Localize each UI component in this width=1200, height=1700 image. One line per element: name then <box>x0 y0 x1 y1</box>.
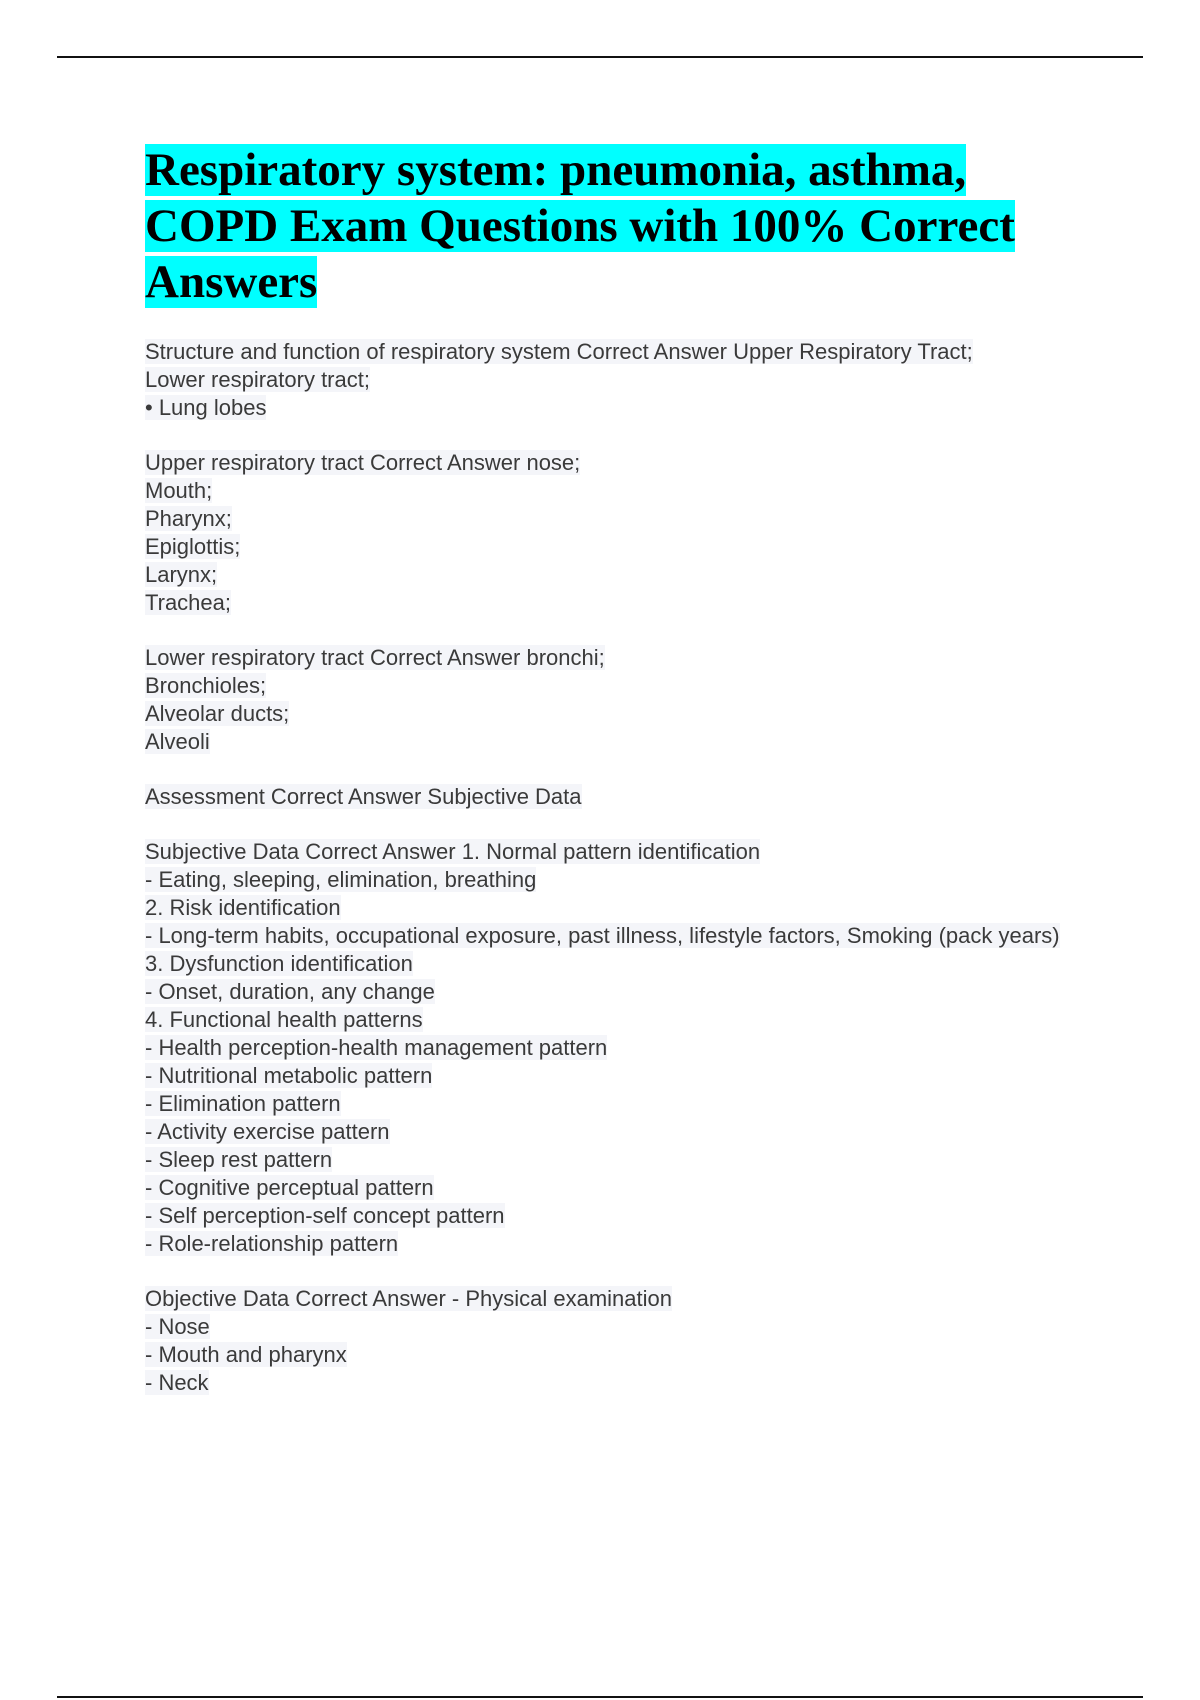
qa-answer-line <box>145 950 1105 978</box>
qa-line-text: Mouth; <box>145 478 213 503</box>
qa-line-text: • Lung lobes <box>145 395 267 420</box>
bottom-rule <box>57 1696 1143 1698</box>
qa-question-line <box>145 338 1105 366</box>
qa-answer-line <box>145 561 1105 589</box>
qa-line-text: 2. Risk identification <box>145 895 341 920</box>
qa-answer-line <box>145 1090 1105 1118</box>
qa-line-text: 4. Functional health patterns <box>145 1007 423 1032</box>
qa-answer-line <box>145 672 1105 700</box>
qa-line-text: - Eating, sleeping, elimination, breathing <box>145 867 537 892</box>
qa-list <box>145 338 1105 1397</box>
top-rule <box>57 56 1143 58</box>
qa-answer-line <box>145 1062 1105 1090</box>
qa-line-text: Bronchioles; <box>145 673 267 698</box>
qa-answer-line <box>145 978 1105 1006</box>
qa-line-text: - Cognitive perceptual pattern <box>145 1175 434 1200</box>
qa-item <box>145 1285 1105 1397</box>
qa-line-text: - Nose <box>145 1314 210 1339</box>
qa-answer-line <box>145 1202 1105 1230</box>
qa-question-line <box>145 783 1105 811</box>
qa-answer-line <box>145 1006 1105 1034</box>
qa-question-line <box>145 838 1105 866</box>
qa-line-text: Subjective Data Correct Answer 1. Normal pattern identification <box>145 839 761 864</box>
qa-answer-line <box>145 922 1105 950</box>
qa-question-line <box>145 449 1105 477</box>
qa-line-text: Assessment Correct Answer Subjective Data <box>145 784 582 809</box>
qa-answer-line <box>145 1230 1105 1258</box>
qa-answer-line <box>145 700 1105 728</box>
qa-answer-line <box>145 894 1105 922</box>
qa-line-text: Epiglottis; <box>145 534 241 559</box>
qa-item <box>145 644 1105 756</box>
qa-answer-line <box>145 589 1105 617</box>
qa-answer-line <box>145 505 1105 533</box>
qa-line-text: - Self perception-self concept pattern <box>145 1203 505 1228</box>
document-title <box>145 142 1105 310</box>
qa-answer-line <box>145 1341 1105 1369</box>
qa-line-text: - Health perception-health management pattern <box>145 1035 608 1060</box>
qa-answer-line <box>145 366 1105 394</box>
qa-answer-line <box>145 1146 1105 1174</box>
qa-line-text: Lower respiratory tract Correct Answer bronchi; <box>145 645 605 670</box>
qa-answer-line <box>145 1174 1105 1202</box>
qa-answer-line <box>145 1313 1105 1341</box>
qa-item <box>145 338 1105 422</box>
qa-answer-line <box>145 394 1105 422</box>
qa-line-text: - Long-term habits, occupational exposure, past illness, lifestyle factors, Smoking (pack years) <box>145 923 1060 948</box>
qa-line-text: Upper respiratory tract Correct Answer nose; <box>145 450 581 475</box>
qa-answer-line <box>145 533 1105 561</box>
qa-line-text: - Sleep rest pattern <box>145 1147 333 1172</box>
qa-line-text: - Elimination pattern <box>145 1091 341 1116</box>
qa-answer-line <box>145 1369 1105 1397</box>
qa-item <box>145 449 1105 617</box>
qa-line-text: 3. Dysfunction identification <box>145 951 413 976</box>
qa-line-text: - Activity exercise pattern <box>145 1119 390 1144</box>
qa-line-text: - Neck <box>145 1370 209 1395</box>
qa-line-text: - Nutritional metabolic pattern <box>145 1063 433 1088</box>
qa-line-text: - Onset, duration, any change <box>145 979 435 1004</box>
document-title-text: Respiratory system: pneumonia, asthma, COPD Exam Questions with 100% Correct Answers <box>145 144 1015 308</box>
qa-item <box>145 783 1105 811</box>
qa-line-text: Alveoli <box>145 729 210 754</box>
qa-line-text: Alveolar ducts; <box>145 701 290 726</box>
qa-line-text: Pharynx; <box>145 506 232 531</box>
qa-line-text: - Role-relationship pattern <box>145 1231 399 1256</box>
qa-line-text: Lower respiratory tract; <box>145 367 370 392</box>
qa-answer-line <box>145 866 1105 894</box>
qa-answer-line <box>145 728 1105 756</box>
qa-answer-line <box>145 1118 1105 1146</box>
qa-line-text: Larynx; <box>145 562 218 587</box>
qa-line-text: Structure and function of respiratory system Correct Answer Upper Respiratory Tract; <box>145 339 973 364</box>
qa-answer-line <box>145 477 1105 505</box>
qa-line-text: - Mouth and pharynx <box>145 1342 347 1367</box>
qa-item <box>145 838 1105 1258</box>
qa-answer-line <box>145 1034 1105 1062</box>
document-body <box>145 142 1105 1424</box>
qa-line-text: Trachea; <box>145 590 232 615</box>
qa-line-text: Objective Data Correct Answer - Physical examination <box>145 1286 672 1311</box>
qa-question-line <box>145 644 1105 672</box>
qa-question-line <box>145 1285 1105 1313</box>
